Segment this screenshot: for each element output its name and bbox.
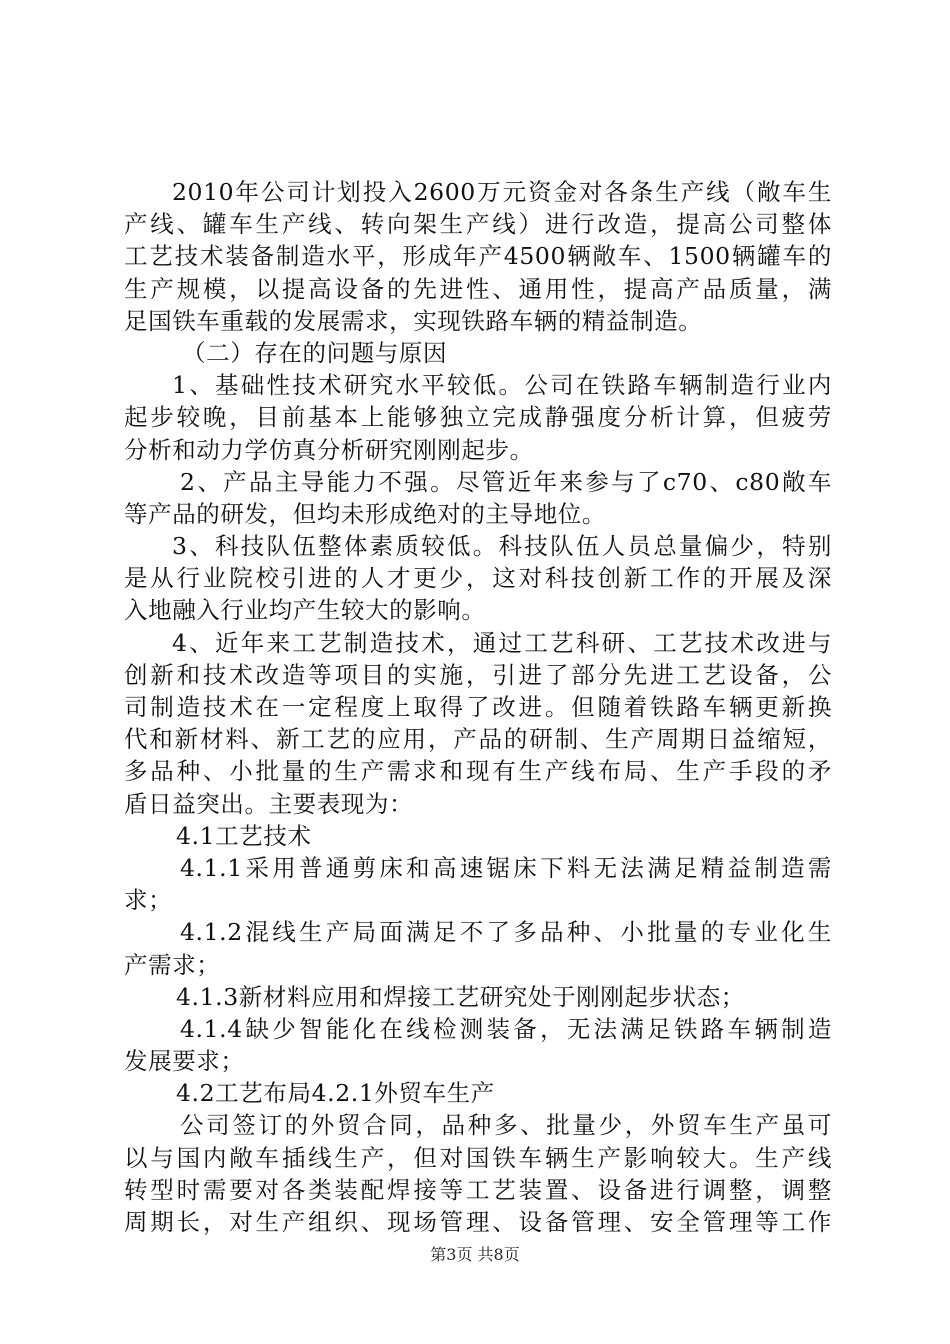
text-line: 足国铁车重载的发展需求，实现铁路车辆的精益制造。: [124, 306, 703, 335]
text-line: 产线、罐车生产线、转向架生产线）进行改造，提高公司整体: [124, 210, 832, 239]
text-line: 4.1.3新材料应用和焊接工艺研究处于刚刚起步状态；: [176, 982, 745, 1011]
text-line: 1、基础性技术研究水平较低。公司在铁路车辆制造行业内: [172, 371, 832, 400]
text-line: 2、产品主导能力不强。尽管近年来参与了c70、c80敞车: [180, 467, 832, 496]
text-line: 公司签订的外贸合同，品种多、批量少，外贸车生产虽可: [180, 1111, 832, 1140]
text-line: 起步较晚，目前基本上能够独立完成静强度分析计算，但疲劳: [124, 403, 832, 432]
text-line: 4.1.4缺少智能化在线检测装备，无法满足铁路车辆制造: [180, 1014, 832, 1043]
text-line: 代和新材料、新工艺的应用，产品的研制、生产周期日益缩短，: [124, 725, 832, 754]
text-line: 4.1.1采用普通剪床和高速锯床下料无法满足精益制造需: [180, 853, 832, 882]
text-line: 入地融入行业均产生较大的影响。: [124, 596, 486, 625]
text-line: 转型时需要对各类装配焊接等工艺装置、设备进行调整，调整: [124, 1175, 832, 1204]
text-line: 是从行业院校引进的人才更少，这对科技创新工作的开展及深: [124, 564, 832, 593]
text-line: 发展要求；: [124, 1047, 245, 1076]
text-line: 盾日益突出。主要表现为：: [124, 789, 414, 818]
text-line: 以与国内敞车插线生产，但对国铁车辆生产影响较大。生产线: [124, 1143, 832, 1172]
subheading: 4.1工艺技术: [176, 821, 312, 850]
text-line: 生产规模，以提高设备的先进性、通用性，提高产品质量，满: [124, 274, 832, 303]
paragraph-item-1: [124, 369, 832, 466]
text-line: 司制造技术在一定程度上取得了改进。但随着铁路车辆更新换: [124, 693, 832, 721]
section-heading: （二）存在的问题与原因: [182, 338, 448, 367]
text-line: 求；: [124, 886, 173, 915]
text-line: 工艺技术装备制造水平，形成年产4500辆敞车、1500辆罐车的: [124, 242, 832, 271]
paragraph-item-2: [124, 466, 832, 530]
paragraph-item-4-1-3: [124, 981, 832, 1013]
text-line: 4.1.2混线生产局面满足不了多品种、小批量的专业化生: [180, 918, 832, 947]
text-line: 创新和技术改造等项目的实施，引进了部分先进工艺设备，公: [124, 660, 832, 689]
paragraph-item-4-1-1: [124, 852, 832, 916]
document-body: [124, 176, 832, 1238]
paragraph-item-4: [124, 627, 832, 820]
paragraph-foreign-trade: [124, 1109, 832, 1238]
paragraph-item-4-1-4: [124, 1013, 832, 1077]
text-line: 分析和动力学仿真分析研究刚刚起步。: [124, 435, 534, 464]
page-number-footer: 第3页 共8页: [430, 1245, 520, 1264]
section-heading-problems: [124, 337, 832, 369]
text-line: 2010年公司计划投入2600万元资金对各条生产线（敞车生: [172, 178, 832, 206]
subheading-process-technology: [124, 820, 832, 852]
paragraph-investment-plan: [124, 176, 832, 337]
text-line: 多品种、小批量的生产需求和现有生产线布局、生产手段的矛: [124, 757, 832, 786]
text-line: 等产品的研发，但均未形成绝对的主导地位。: [124, 499, 606, 528]
text-line: 4、近年来工艺制造技术，通过工艺科研、工艺技术改进与: [172, 628, 832, 657]
text-line: 产需求；: [124, 950, 221, 979]
paragraph-item-3: [124, 530, 832, 627]
subheading-process-layout: [124, 1077, 832, 1109]
text-line: 3、科技队伍整体素质较低。科技队伍人员总量偏少，特别: [172, 532, 832, 561]
subheading: 4.2工艺布局4.2.1外贸车生产: [176, 1079, 495, 1108]
text-line: 周期长，对生产组织、现场管理、设备管理、安全管理等工作: [124, 1208, 832, 1236]
paragraph-item-4-1-2: [124, 916, 832, 980]
